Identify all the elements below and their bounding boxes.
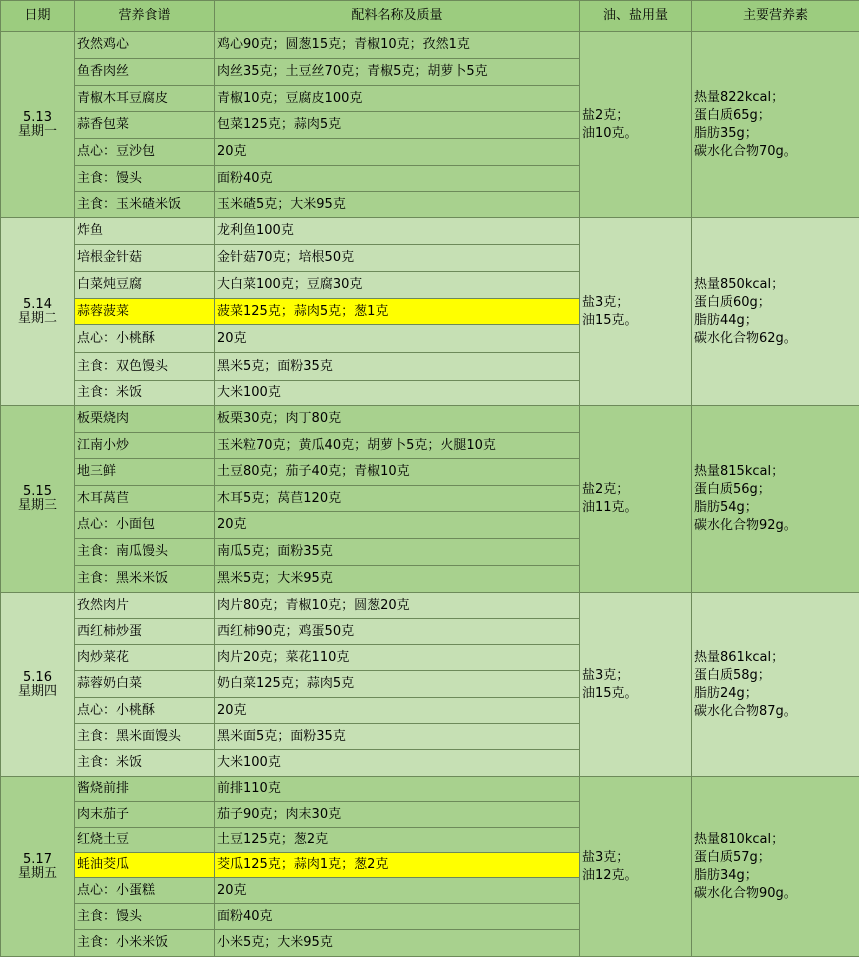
dish-ingredients: 菠菜125克；蒜肉5克；葱1克 [215, 299, 580, 325]
dish-name: 主食：小米米饭 [75, 930, 215, 957]
day-date: 5.17 [23, 851, 52, 867]
nutrient-line: 热量810kcal； [694, 831, 785, 847]
table-row [1, 406, 859, 433]
nutrient-line: 蛋白质57g； [694, 849, 771, 865]
dish-ingredients: 20克 [215, 325, 580, 353]
dish-ingredients: 20克 [215, 878, 580, 904]
day-weekday: 星期三 [17, 498, 57, 513]
nutrients-cell [692, 777, 859, 957]
dish-name: 培根金针菇 [75, 245, 215, 272]
salt-amount: 盐2克； [582, 107, 630, 123]
salt-amount: 盐3克； [582, 849, 630, 865]
dish-ingredients: 大米100克 [215, 381, 580, 406]
dish-name: 主食：玉米碴米饭 [75, 192, 215, 218]
day-date: 5.14 [23, 296, 52, 312]
oil-amount: 油12克。 [582, 867, 638, 883]
nutrient-line: 热量850kcal； [694, 276, 785, 292]
nutrient-line: 碳水化合物87g。 [694, 703, 797, 719]
dish-name: 江南小炒 [75, 433, 215, 459]
dish-name: 肉末茄子 [75, 802, 215, 828]
dish-ingredients: 青椒10克；豆腐皮100克 [215, 86, 580, 112]
dish-name: 红烧土豆 [75, 828, 215, 853]
dish-name: 炸鱼 [75, 218, 215, 245]
dish-ingredients: 肉片80克；青椒10克；圆葱20克 [215, 593, 580, 619]
dish-ingredients: 20克 [215, 512, 580, 539]
table-header [1, 1, 859, 32]
dish-ingredients: 龙利鱼100克 [215, 218, 580, 245]
oil-salt-cell [580, 593, 692, 777]
salt-amount: 盐3克； [582, 294, 630, 310]
dish-ingredients: 奶白菜125克；蒜肉5克 [215, 671, 580, 698]
table-row [1, 32, 859, 59]
oil-amount: 油15克。 [582, 312, 638, 328]
nutrient-line: 热量861kcal； [694, 649, 785, 665]
dish-ingredients: 肉丝35克；土豆丝70克；青椒5克；胡萝卜5克 [215, 59, 580, 86]
dish-ingredients: 小米5克；大米95克 [215, 930, 580, 957]
oil-amount: 油15克。 [582, 685, 638, 701]
oil-amount: 油10克。 [582, 125, 638, 141]
dish-name: 木耳莴苣 [75, 486, 215, 512]
nutrient-line: 蛋白质58g； [694, 667, 771, 683]
dish-ingredients: 鸡心90克；圆葱15克；青椒10克；孜然1克 [215, 32, 580, 59]
header-oil-salt: 油、盐用量 [580, 1, 692, 32]
dish-ingredients: 茭瓜125克；蒜肉1克；葱2克 [215, 853, 580, 878]
dish-name: 孜然鸡心 [75, 32, 215, 59]
table-row [1, 777, 859, 802]
table-row [1, 593, 859, 619]
dish-name: 主食：黑米面馒头 [75, 724, 215, 750]
nutrients-cell [692, 406, 859, 593]
dish-name: 点心：小蛋糕 [75, 878, 215, 904]
day-weekday: 星期五 [17, 865, 57, 881]
nutrient-line: 蛋白质56g； [694, 482, 771, 497]
dish-name: 点心：小桃酥 [75, 325, 215, 353]
day-date-cell [1, 777, 75, 957]
nutrients-cell [692, 32, 859, 218]
dish-ingredients: 大白菜100克；豆腐30克 [215, 272, 580, 299]
dish-ingredients: 土豆80克；茄子40克；青椒10克 [215, 459, 580, 486]
nutrients-cell [692, 593, 859, 777]
day-weekday: 星期一 [17, 123, 57, 139]
dish-ingredients: 土豆125克；葱2克 [215, 828, 580, 853]
dish-name: 主食：米饭 [75, 381, 215, 406]
dish-ingredients: 木耳5克；莴苣120克 [215, 486, 580, 512]
oil-salt-cell [580, 218, 692, 406]
header-date: 日期 [1, 1, 75, 32]
dish-ingredients: 黑米面5克；面粉35克 [215, 724, 580, 750]
dish-name: 点心：小桃酥 [75, 698, 215, 724]
header-nutrients: 主要营养素 [692, 1, 859, 32]
day-date-cell [1, 593, 75, 777]
nutrients-cell [692, 218, 859, 406]
dish-name: 主食：米饭 [75, 750, 215, 777]
dish-ingredients: 前排110克 [215, 777, 580, 802]
day-weekday: 星期四 [17, 683, 57, 699]
dish-ingredients: 西红柿90克；鸡蛋50克 [215, 619, 580, 645]
day-date: 5.15 [23, 484, 52, 499]
dish-name: 点心：小面包 [75, 512, 215, 539]
dish-name: 蒜香包菜 [75, 112, 215, 139]
dish-ingredients: 黑米5克；面粉35克 [215, 353, 580, 381]
dish-name: 地三鲜 [75, 459, 215, 486]
day-weekday: 星期二 [17, 310, 57, 326]
day-date: 5.16 [23, 669, 52, 685]
nutrient-line: 热量815kcal； [694, 464, 785, 479]
nutrient-line: 脂肪44g； [694, 312, 758, 328]
dish-name: 酱烧前排 [75, 777, 215, 802]
dish-ingredients: 面粉40克 [215, 166, 580, 192]
dish-name: 蒜蓉菠菜 [75, 299, 215, 325]
dish-name: 西红柿炒蛋 [75, 619, 215, 645]
nutrient-line: 脂肪54g； [694, 500, 758, 515]
dish-ingredients: 玉米碴5克；大米95克 [215, 192, 580, 218]
dish-ingredients: 包菜125克；蒜肉5克 [215, 112, 580, 139]
oil-salt-cell [580, 777, 692, 957]
day-date-cell [1, 406, 75, 593]
dish-ingredients: 面粉40克 [215, 904, 580, 930]
salt-amount: 盐2克； [582, 482, 630, 497]
header-menu: 营养食谱 [75, 1, 215, 32]
day-date-cell [1, 32, 75, 218]
dish-ingredients: 板栗30克；肉丁80克 [215, 406, 580, 433]
dish-name: 主食：黑米米饭 [75, 566, 215, 593]
nutrient-line: 碳水化合物90g。 [694, 885, 797, 901]
dish-ingredients: 南瓜5克；面粉35克 [215, 539, 580, 566]
nutrient-line: 蛋白质65g； [694, 107, 771, 123]
nutrient-line: 脂肪35g； [694, 125, 758, 141]
dish-name: 主食：馒头 [75, 904, 215, 930]
dish-name: 主食：南瓜馒头 [75, 539, 215, 566]
nutrient-line: 蛋白质60g； [694, 294, 771, 310]
dish-ingredients: 玉米粒70克；黄瓜40克；胡萝卜5克；火腿10克 [215, 433, 580, 459]
nutrient-line: 碳水化合物70g。 [694, 143, 797, 159]
header-ingredients: 配料名称及质量 [215, 1, 580, 32]
oil-salt-cell [580, 406, 692, 593]
dish-ingredients: 20克 [215, 139, 580, 166]
dish-ingredients: 20克 [215, 698, 580, 724]
dish-name: 鱼香肉丝 [75, 59, 215, 86]
nutrient-line: 热量822kcal； [694, 89, 785, 105]
dish-name: 白菜炖豆腐 [75, 272, 215, 299]
dish-ingredients: 大米100克 [215, 750, 580, 777]
day-date: 5.13 [23, 109, 52, 125]
dish-name: 肉炒菜花 [75, 645, 215, 671]
nutrient-line: 脂肪24g； [694, 685, 758, 701]
dish-ingredients: 金针菇70克；培根50克 [215, 245, 580, 272]
day-date-cell [1, 218, 75, 406]
nutrient-line: 碳水化合物62g。 [694, 330, 797, 346]
dish-name: 青椒木耳豆腐皮 [75, 86, 215, 112]
nutrient-line: 脂肪34g； [694, 867, 758, 883]
oil-salt-cell [580, 32, 692, 218]
nutrient-line: 碳水化合物92g。 [694, 518, 797, 533]
dish-ingredients: 黑米5克；大米95克 [215, 566, 580, 593]
dish-ingredients: 肉片20克；菜花110克 [215, 645, 580, 671]
dish-name: 主食：馒头 [75, 166, 215, 192]
dish-name: 点心：豆沙包 [75, 139, 215, 166]
dish-name: 蚝油茭瓜 [75, 853, 215, 878]
dish-name: 孜然肉片 [75, 593, 215, 619]
dish-name: 板栗烧肉 [75, 406, 215, 433]
table-row [1, 218, 859, 245]
oil-amount: 油11克。 [582, 500, 638, 515]
dish-ingredients: 茄子90克；肉末30克 [215, 802, 580, 828]
dish-name: 蒜蓉奶白菜 [75, 671, 215, 698]
salt-amount: 盐3克； [582, 667, 630, 683]
dish-name: 主食：双色馒头 [75, 353, 215, 381]
table-body [1, 32, 859, 957]
